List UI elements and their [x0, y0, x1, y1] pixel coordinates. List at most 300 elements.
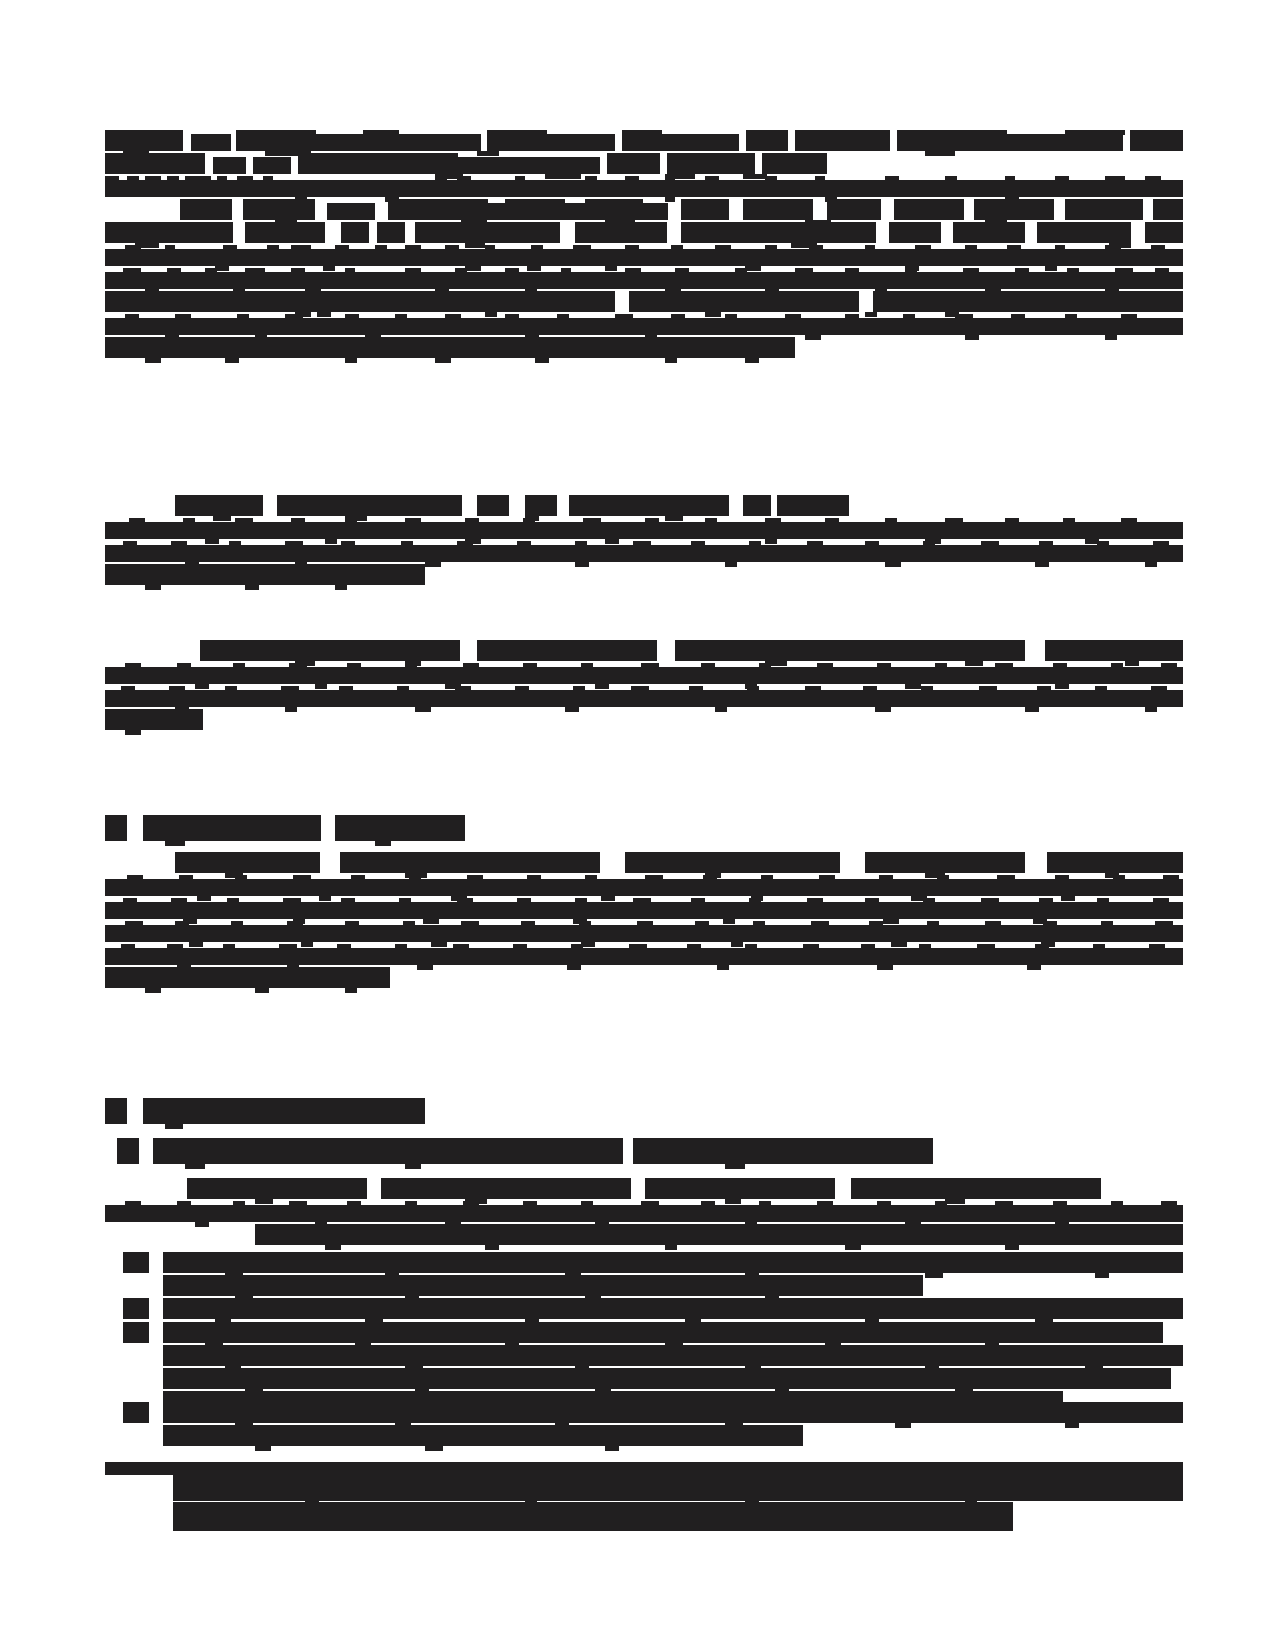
redaction-ascender — [395, 944, 407, 949]
redaction-ascender — [1043, 921, 1057, 926]
redaction-ascender — [263, 176, 273, 181]
redaction-bar — [105, 226, 233, 243]
redaction-ascender — [725, 314, 737, 319]
redaction-ascender — [915, 245, 931, 250]
redaction-ascender — [995, 1201, 1013, 1206]
redaction-ascender — [298, 153, 458, 158]
redaction-bar — [873, 295, 1183, 312]
redaction-descender — [255, 988, 269, 993]
redaction-ascender — [163, 1391, 1063, 1396]
redaction-ascender — [1121, 314, 1137, 319]
redaction-descender — [845, 1245, 861, 1250]
redaction-ascender — [517, 898, 531, 903]
redaction-ascender — [955, 314, 973, 319]
redaction-ascender — [927, 921, 939, 926]
redaction-bar — [105, 971, 390, 988]
redaction-ascender — [869, 921, 883, 926]
redaction-ascender — [809, 245, 823, 250]
redaction-bar — [123, 1302, 149, 1319]
redaction-ascender — [337, 944, 351, 949]
redaction-bar — [105, 180, 1183, 197]
redaction-descender — [145, 585, 161, 590]
redaction-ascender — [579, 921, 591, 926]
redaction-ascender — [583, 518, 601, 523]
redaction-ascender — [289, 663, 307, 668]
redaction-ascender — [233, 1201, 245, 1206]
redaction-ascender — [283, 898, 301, 903]
redaction-ascender — [633, 898, 651, 903]
redaction-ascender — [165, 245, 175, 250]
redaction-ascender — [665, 176, 675, 181]
redaction-ascender — [759, 663, 771, 668]
redaction-ascender — [851, 1178, 1101, 1183]
redaction-ascender — [335, 245, 349, 250]
redaction-ascender — [863, 686, 877, 691]
redaction-line — [105, 875, 1183, 898]
redaction-ascender — [415, 222, 560, 227]
redaction-ascender — [405, 663, 417, 668]
redaction-ascender — [123, 1298, 149, 1303]
redaction-ascender — [1039, 898, 1053, 903]
redaction-ascender — [187, 1178, 367, 1183]
redaction-bar — [645, 1182, 835, 1199]
redaction-ascender — [743, 495, 771, 500]
redaction-ascender — [625, 245, 639, 250]
redaction-ascender — [923, 541, 935, 546]
redaction-line — [105, 541, 1183, 564]
redaction-ascender — [281, 686, 299, 691]
redaction-bar — [105, 667, 1183, 684]
redaction-bar — [187, 1182, 367, 1199]
redaction-ascender — [291, 268, 305, 273]
redaction-ascender — [1053, 663, 1067, 668]
redaction-ascender — [585, 875, 597, 880]
redaction-ascender — [485, 245, 495, 250]
redaction-ascender — [777, 495, 849, 500]
redaction-bar — [675, 644, 1025, 661]
redaction-ascender — [1005, 176, 1015, 181]
redaction-ascender — [345, 268, 355, 273]
redaction-ascender — [575, 541, 587, 546]
redaction-bar — [123, 1256, 149, 1273]
redaction-ascender — [981, 898, 999, 903]
redaction-ascender — [445, 314, 461, 319]
redaction-bar — [163, 1326, 1163, 1343]
redaction-ascender — [675, 268, 689, 273]
redaction-ascender — [105, 337, 795, 342]
redaction-bar — [827, 203, 881, 220]
redaction-ascender — [691, 541, 705, 546]
redaction-ascender — [105, 1098, 127, 1103]
redaction-ascender — [1121, 518, 1137, 523]
redaction-ascender — [347, 1201, 361, 1206]
redaction-ascender — [805, 686, 821, 691]
redaction-ascender — [105, 967, 390, 972]
redaction-ascender — [743, 199, 813, 204]
redaction-ascender — [645, 875, 663, 880]
redaction-bar — [213, 157, 246, 174]
redaction-bar — [865, 856, 1025, 873]
redaction-descender — [485, 1245, 499, 1250]
redaction-line — [105, 640, 1183, 663]
redaction-ascender — [237, 314, 249, 319]
redaction-line — [105, 222, 1183, 245]
redaction-ascender — [1151, 245, 1165, 250]
redaction-ascender — [762, 153, 827, 158]
redaction-descender — [665, 1245, 677, 1250]
redaction-descender — [405, 1164, 421, 1169]
redaction-descender — [535, 358, 549, 363]
redaction-ascender — [631, 686, 649, 691]
redaction-ascender — [277, 495, 462, 500]
redaction-ascender — [225, 686, 237, 691]
redaction-ascender — [341, 898, 355, 903]
redaction-ascender — [163, 1345, 1183, 1350]
redaction-bar — [175, 499, 263, 516]
redaction-ascender — [127, 176, 139, 181]
redaction-ascender — [245, 268, 265, 273]
redaction-ascender — [1055, 176, 1069, 181]
redaction-line — [105, 898, 1183, 921]
redaction-ascender — [377, 222, 405, 227]
redaction-bar — [173, 1475, 1183, 1501]
redaction-ascender — [641, 1201, 659, 1206]
redaction-ascender — [169, 686, 185, 691]
redaction-bar — [200, 644, 460, 661]
redaction-ascender — [125, 921, 143, 926]
redaction-ascender — [243, 199, 315, 204]
redaction-bar — [105, 341, 795, 358]
redaction-ascender — [457, 541, 473, 546]
redaction-ascender — [123, 1322, 149, 1327]
redaction-ascender — [561, 268, 571, 273]
redaction-ascender — [177, 663, 191, 668]
redaction-bar — [191, 134, 231, 151]
redaction-bar — [105, 1205, 1183, 1222]
redaction-ascender — [515, 686, 529, 691]
redaction-ascender — [236, 130, 316, 135]
redaction-ascender — [629, 944, 647, 949]
redaction-ascender — [341, 541, 355, 546]
redaction-ascender — [921, 686, 933, 691]
redaction-line — [105, 852, 1183, 875]
redaction-ascender — [894, 199, 964, 204]
redaction-ascender — [1055, 875, 1069, 880]
redaction-ascender — [1095, 686, 1107, 691]
redaction-bar — [415, 226, 560, 243]
redaction-ascender — [105, 815, 127, 820]
redaction-ascender — [695, 921, 709, 926]
redaction-ascender — [1153, 898, 1169, 903]
redaction-ascender — [629, 291, 859, 296]
redaction-ascender — [465, 518, 479, 523]
redaction-ascender — [703, 875, 717, 880]
redaction-ascender — [505, 199, 565, 204]
redaction-descender — [185, 1164, 205, 1169]
redaction-line — [105, 1298, 1183, 1321]
redaction-ascender — [477, 495, 509, 500]
redaction-ascender — [237, 176, 253, 181]
redaction-bar — [105, 295, 615, 312]
redaction-ascender — [461, 921, 479, 926]
redaction-bar — [105, 819, 127, 841]
redaction-ascender — [409, 875, 421, 880]
redaction-ascender — [401, 541, 413, 546]
redaction-ascender — [625, 176, 639, 181]
redaction-line — [105, 1322, 1183, 1345]
redaction-line — [105, 1425, 1183, 1448]
redaction-ascender — [125, 663, 141, 668]
redaction-bar — [746, 134, 788, 151]
redaction-bar — [173, 1505, 1013, 1531]
redaction-ascender — [807, 541, 823, 546]
redaction-ascender — [1067, 268, 1079, 273]
redaction-ascender — [125, 245, 141, 250]
redaction-line — [105, 199, 1183, 222]
redaction-bar — [105, 545, 1183, 562]
redaction-line — [105, 1402, 1183, 1425]
redaction-ascender — [527, 875, 541, 880]
redaction-ascender — [291, 518, 305, 523]
redaction-bar — [340, 856, 600, 873]
redaction-bar — [575, 226, 667, 243]
redaction-ascender — [759, 1201, 771, 1206]
redaction-ascender — [525, 495, 557, 500]
redaction-ascender — [1145, 176, 1161, 181]
redaction-ascender — [123, 541, 137, 546]
redaction-ascender — [1115, 268, 1133, 273]
redaction-bar — [629, 295, 859, 312]
redaction-line — [105, 1178, 1183, 1201]
redaction-ascender — [1105, 176, 1125, 181]
redaction-ascender — [1097, 541, 1109, 546]
redaction-ascender — [185, 176, 211, 181]
redaction-ascender — [873, 291, 1183, 296]
redaction-ascender — [897, 130, 1007, 135]
redaction-ascender — [749, 541, 761, 546]
redaction-ascender — [746, 130, 788, 135]
redaction-ascender — [681, 199, 729, 204]
redaction-ascender — [455, 686, 471, 691]
redaction-bar — [105, 568, 425, 585]
redaction-bar — [105, 879, 1183, 896]
redaction-ascender — [163, 1322, 1163, 1327]
redaction-descender — [245, 585, 259, 590]
redaction-ascender — [233, 663, 245, 668]
redaction-ascender — [287, 921, 303, 926]
redaction-ascender — [227, 898, 239, 903]
redaction-bar — [525, 499, 557, 516]
redaction-bar — [105, 249, 1183, 266]
redaction-ascender — [671, 314, 685, 319]
redaction-descender — [375, 841, 391, 846]
redaction-bar — [143, 819, 321, 841]
redaction-ascender — [105, 130, 183, 135]
redaction-ascender — [121, 944, 135, 949]
redaction-ascender — [815, 176, 825, 181]
redaction-ascender — [123, 1402, 149, 1407]
redaction-ascender — [625, 268, 641, 273]
redaction-ascender — [945, 176, 957, 181]
redaction-ascender — [979, 686, 997, 691]
redaction-ascender — [105, 709, 203, 714]
redaction-line — [105, 1138, 1183, 1161]
redaction-bar — [105, 902, 1183, 919]
redaction-descender — [165, 1124, 183, 1129]
redaction-ascender — [625, 852, 840, 857]
redaction-bar — [163, 1372, 1171, 1389]
redaction-bar — [762, 157, 827, 174]
redaction-ascender — [175, 314, 191, 319]
redaction-line — [105, 337, 1183, 360]
redaction-bar — [143, 1102, 425, 1124]
footnote-region — [105, 1475, 1183, 1547]
redaction-ascender — [123, 898, 137, 903]
redaction-bar — [105, 157, 205, 174]
redaction-bar — [622, 134, 739, 151]
redaction-ascender — [735, 268, 747, 273]
redaction-ascender — [127, 875, 143, 880]
redaction-ascender — [457, 898, 473, 903]
redaction-bar — [236, 134, 481, 151]
redaction-ascender — [105, 222, 233, 227]
redaction-line — [105, 944, 1183, 967]
redaction-descender — [425, 1446, 443, 1451]
redaction-descender — [1005, 1245, 1019, 1250]
redaction-ascender — [575, 222, 667, 227]
redaction-ascender — [125, 1201, 141, 1206]
redaction-ascender — [889, 222, 941, 227]
redaction-ascender — [633, 541, 651, 546]
redaction-ascender — [581, 663, 593, 668]
redaction-bar — [163, 1302, 1183, 1319]
redaction-bar — [388, 203, 668, 220]
redaction-ascender — [143, 815, 321, 820]
page-number: 344 — [112, 1498, 145, 1522]
redaction-ascender — [877, 1201, 891, 1206]
redaction-ascender — [175, 495, 263, 500]
redaction-ascender — [1053, 1201, 1067, 1206]
redaction-line — [105, 815, 1183, 838]
redaction-bar — [335, 819, 465, 841]
redaction-ascender — [1047, 852, 1183, 857]
redaction-line — [105, 1275, 1183, 1298]
redaction-line — [105, 686, 1183, 709]
redaction-ascender — [1151, 686, 1167, 691]
redaction-bar — [569, 499, 729, 516]
redaction-bar — [795, 134, 890, 151]
redaction-line — [105, 921, 1183, 944]
redaction-ascender — [171, 898, 187, 903]
redaction-ascender — [153, 1138, 623, 1143]
redaction-ascender — [865, 852, 1025, 857]
redaction-ascender — [1153, 541, 1169, 546]
redaction-ascender — [405, 1201, 417, 1206]
redaction-ascender — [935, 663, 947, 668]
redaction-ascender — [1037, 686, 1051, 691]
redaction-ascender — [200, 640, 460, 645]
redaction-ascender — [125, 314, 139, 319]
redaction-ascender — [1130, 130, 1183, 135]
redaction-bar — [341, 226, 369, 243]
redaction-ascender — [1065, 130, 1125, 135]
redaction-ascender — [865, 245, 875, 250]
redaction-ascender — [105, 291, 615, 296]
redaction-ascender — [1015, 268, 1029, 273]
redaction-descender — [665, 358, 677, 363]
redaction-bar — [777, 499, 849, 516]
redaction-bar — [1145, 226, 1183, 243]
redaction-ascender — [1035, 944, 1049, 949]
redaction-ascender — [963, 268, 979, 273]
redaction-bar — [1153, 203, 1183, 220]
redaction-ascender — [105, 153, 205, 158]
redaction-ascender — [123, 1252, 149, 1257]
redaction-ascender — [1097, 898, 1109, 903]
redaction-ascender — [1161, 663, 1177, 668]
redaction-ascender — [231, 921, 243, 926]
redaction-ascender — [341, 222, 369, 227]
redaction-ascender — [935, 1201, 947, 1206]
redaction-bar — [1130, 134, 1183, 151]
redaction-ascender — [995, 663, 1013, 668]
redaction-bar — [163, 1279, 923, 1296]
redaction-line — [105, 130, 1183, 153]
redaction-bar — [243, 203, 315, 220]
redaction-bar — [477, 644, 657, 661]
redaction-ascender — [517, 541, 531, 546]
redaction-ascender — [701, 1201, 715, 1206]
redaction-ascender — [523, 1201, 537, 1206]
redaction-bar — [1047, 856, 1183, 873]
redaction-ascender — [641, 663, 659, 668]
redaction-ascender — [375, 245, 387, 250]
redaction-bar — [163, 1406, 1183, 1423]
redaction-ascender — [345, 518, 357, 523]
redaction-descender — [125, 730, 141, 735]
redaction-ascender — [477, 640, 657, 645]
redaction-ascender — [953, 222, 1025, 227]
redaction-ascender — [575, 898, 587, 903]
redaction-ascender — [923, 898, 935, 903]
redaction-bar — [298, 157, 600, 174]
redaction-ascender — [637, 921, 653, 926]
redaction-bar — [180, 203, 232, 220]
redaction-ascender — [515, 176, 525, 181]
redaction-ascender — [1155, 268, 1169, 273]
redaction-ascender — [877, 663, 891, 668]
redaction-descender — [435, 358, 451, 363]
redaction-bar — [105, 318, 1183, 335]
redaction-ascender — [183, 518, 195, 523]
redaction-ascender — [765, 245, 777, 250]
redaction-ascender — [1163, 875, 1179, 880]
redaction-bar — [105, 1102, 127, 1124]
redaction-ascender — [1039, 541, 1053, 546]
redaction-ascender — [1113, 875, 1125, 880]
redaction-ascender — [229, 541, 241, 546]
redaction-ascender — [1101, 921, 1113, 926]
redaction-ascender — [167, 944, 183, 949]
redaction-bar — [105, 690, 1183, 707]
redaction-ascender — [675, 640, 1025, 645]
redaction-ascender — [645, 518, 659, 523]
redaction-line — [105, 176, 1183, 199]
redaction-ascender — [205, 268, 217, 273]
redaction-ascender — [523, 663, 537, 668]
redaction-bar — [105, 948, 1183, 965]
redaction-bar — [253, 157, 291, 174]
